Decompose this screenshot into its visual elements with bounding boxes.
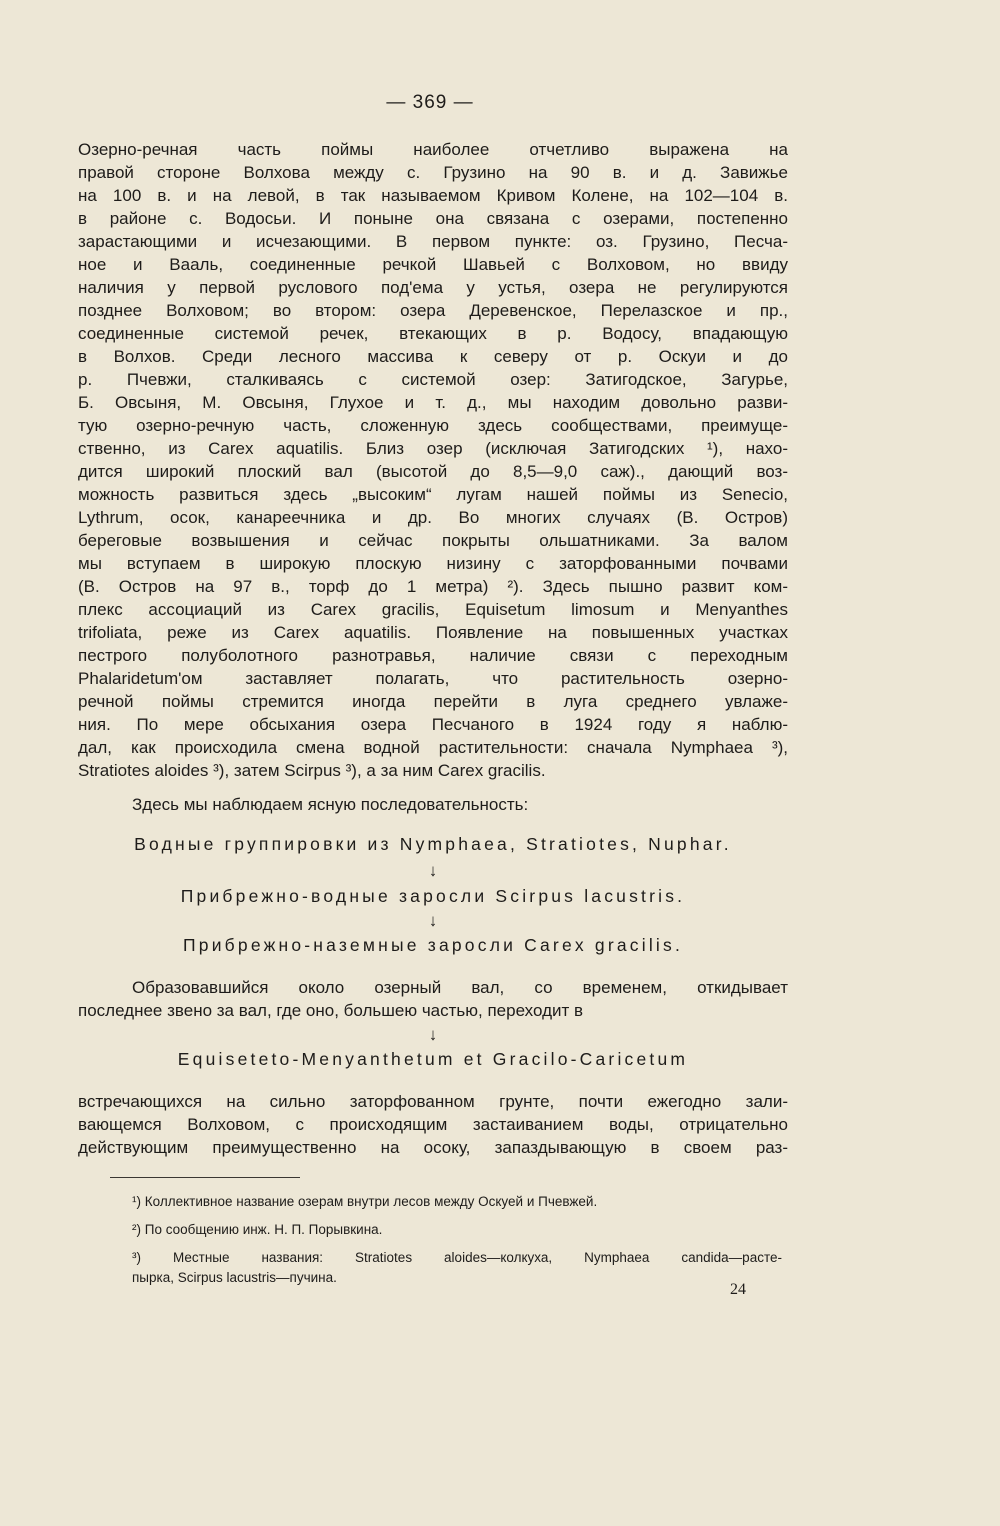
text-line: Образовавшийся около озерный вал, со временем, откидывает (132, 978, 788, 997)
scheme-stage-final: Equiseteto-Menyanthetum et Gracilo-Caricetum (177, 1049, 689, 1069)
text-line: действующим преимущественно на осоку, запаздывающую в своем раз- (78, 1138, 788, 1157)
text-line: ное и Вааль, соединенные речкой Шавьей с Волховом, но ввиду (78, 255, 788, 274)
text-line: ния. По мере обсыхания озера Песчаного в 1924 году я наблю- (78, 715, 788, 734)
sequence-intro (78, 793, 788, 816)
scheme-stage-aquatic: Водные группировки из Nymphaea, Stratiotes, Nuphar. (134, 834, 732, 854)
text-line: trifoliata, реже из Carex aquatilis. Появление на повышенных участках (78, 623, 788, 642)
text-line: дится широкий плоский вал (высотой до 8,5—9,0 саж)., дающий воз- (78, 462, 788, 481)
text-line: Б. Овсыня, М. Овсыня, Глухое и т. д., мы находим довольно разви- (78, 393, 788, 412)
paragraph-lake-river-floodplain (78, 138, 788, 782)
text-line: тую озерно-речную часть, сложенную здесь сообществами, преимуще- (78, 416, 788, 435)
footnote-2 (132, 1220, 782, 1240)
printer-signature-mark: 24 (730, 1281, 746, 1298)
footnote-text: ³) Местные названия: Stratiotes aloides—колкуха, Nymphaea candida—расте- (132, 1250, 782, 1265)
text-line: Lythrum, осок, канареечника и др. Во многих случаях (В. Остров) (78, 508, 788, 527)
text-line: встречающихся на сильно заторфованном грунте, почти ежегодно зали- (78, 1092, 788, 1111)
text-line: на 100 в. и на левой, в так называемом Кривом Колене, на 102—104 в. (78, 186, 788, 205)
text-line: правой стороне Волхова между с. Грузино на 90 в. и д. Завижье (78, 163, 788, 182)
footnote-text: ¹) Коллективное название озерам внутри лесов между Оскуей и Пчевжей. (132, 1194, 598, 1209)
text-line: мы вступаем в широкую плоскую низину с заторфованными почвами (78, 554, 788, 573)
text-line: позднее Волховом; во втором: озера Деревенское, Перелазское и пр., (78, 301, 788, 320)
footnote-divider (110, 1177, 300, 1178)
footnote-text: пырка, Scirpus lacustris—пучина. (132, 1270, 337, 1285)
text-line: в районе с. Водосьи. И поныне она связана с озерами, постепенно (78, 209, 788, 228)
text-line: Phalaridetum'ом заставляет полагать, что растительность озерно- (78, 669, 788, 688)
text-line: пестрого полуболотного разнотравья, наличие связи с переходным (78, 646, 788, 665)
sequence-intro-text: Здесь мы наблюдаем ясную последовательность: (132, 795, 529, 814)
page-number: — 369 — (386, 92, 474, 113)
text-line: речной поймы стремится иногда перейти в луга среднего увлаже- (78, 692, 788, 711)
paragraph-peat-soils (78, 1090, 788, 1159)
down-arrow-icon: ↓ (428, 1025, 438, 1044)
text-line: (В. Остров на 97 в., торф до 1 метра) ²). Здесь пышно развит ком- (78, 577, 788, 596)
text-line: наличия у первой руслового под'ема у устья, озера не регулируются (78, 278, 788, 297)
text-line: зарастающими и исчезающими. В первом пункте: оз. Грузино, Песча- (78, 232, 788, 251)
scheme-stage-shore-terrestrial: Прибрежно-наземные заросли Carex gracilis. (182, 935, 684, 955)
text-line: последнее звено за вал, где оно, большею частью, переходит в (78, 1001, 584, 1020)
text-line: р. Пчевжи, сталкиваясь с системой озер: Затигодское, Загурье, (78, 370, 788, 389)
text-line: плекс ассоциаций из Carex gracilis, Equisetum limosum и Menyanthes (78, 600, 788, 619)
text-line: в Волхов. Среди лесного массива к северу от р. Оскуи и до (78, 347, 788, 366)
text-line: можность развиться здесь „высоким“ лугам нашей поймы из Senecio, (78, 485, 788, 504)
text-line: соединенные системой речек, втекающих в р. Водосу, впадающую (78, 324, 788, 343)
footnote-text: ²) По сообщению инж. Н. П. Порывкина. (132, 1222, 383, 1237)
text-line: Stratiotes aloides ³), затем Scirpus ³), а за ним Carex gracilis. (78, 761, 546, 780)
footnote-3 (132, 1248, 782, 1288)
text-line: береговые возвышения и сейчас покрыты ольшатниками. За валом (78, 531, 788, 550)
footnote-1 (132, 1192, 782, 1212)
scheme-stage-shore-aquatic: Прибрежно-водные заросли Scirpus lacustris. (180, 886, 686, 906)
text-line: дал, как происходила смена водной растительности: сначала Nymphaea ³), (78, 738, 788, 757)
text-line: Озерно-речная часть поймы наиболее отчетливо выражена на (78, 140, 788, 159)
down-arrow-icon: ↓ (428, 911, 438, 930)
paragraph-embankment (78, 976, 788, 1022)
text-line: вающемся Волховом, с происходящим застаиванием воды, отрицательно (78, 1115, 788, 1134)
down-arrow-icon: ↓ (428, 861, 438, 880)
text-line: ственно, из Carex aquatilis. Близ озер (исключая Затигодских ¹), нахо- (78, 439, 788, 458)
